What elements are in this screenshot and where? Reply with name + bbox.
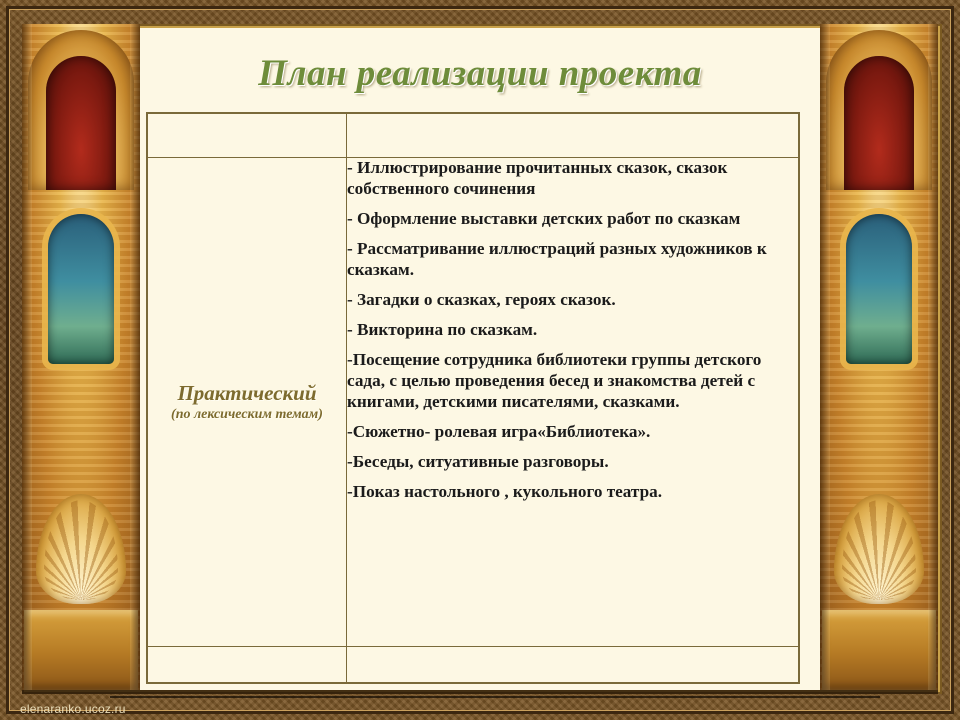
list-item: - Загадки о сказках, героях сказок. [347,289,616,309]
list-item: - Иллюстрирование прочитанных сказок, сказок собственного сочинения [347,158,728,198]
table-cell-category [148,158,347,647]
column-niche-ornament [846,214,912,364]
ornamental-column-left [22,24,140,690]
column-edge-shadow-right [928,24,938,690]
table-footer-cell-category [148,647,347,683]
ornamental-column-right [820,24,938,690]
list-item: - Рассматривание иллюстраций разных художников к сказкам. [347,238,767,279]
column-edge-shadow-left [820,24,830,690]
table-footer-row [148,647,799,683]
table-header-row [148,114,799,158]
bottom-divider-secondary [110,696,880,698]
watermark-text: elenaranko.ucoz.ru [20,702,126,716]
column-edge-shadow-right [130,24,140,690]
column-arch-ornament [826,30,932,190]
list-item: -Показ настольного , кукольного театра. [347,481,663,501]
column-arch-ornament [28,30,134,190]
category-subtitle: (по лексическим темам) [171,407,323,423]
column-niche-ornament [48,214,114,364]
list-item: - Викторина по сказкам. [347,319,538,339]
table-footer-cell-activities [347,647,799,683]
list-item: - Оформление выставки детских работ по сказкам [347,208,741,228]
list-item: -Посещение сотрудника библиотеки группы детского сада, с целью проведения бесед и знакомства детей с книгами, детскими писателями, сказками. [347,349,762,411]
list-item: -Сюжетно- ролевая игра«Библиотека». [347,421,651,441]
table-cell-activities [347,158,799,647]
table-row [148,158,799,647]
column-base-ornament [822,610,936,690]
bottom-divider [22,690,938,694]
column-edge-shadow-left [22,24,32,690]
category-title: Практический [177,380,317,405]
column-base-ornament [24,610,138,690]
list-item: -Беседы, ситуативные разговоры. [347,451,609,471]
table-header-cell-activities [347,114,799,158]
plan-table [146,112,800,684]
table-header-cell-category [148,114,347,158]
slide-title: План реализации проекта [258,53,702,94]
